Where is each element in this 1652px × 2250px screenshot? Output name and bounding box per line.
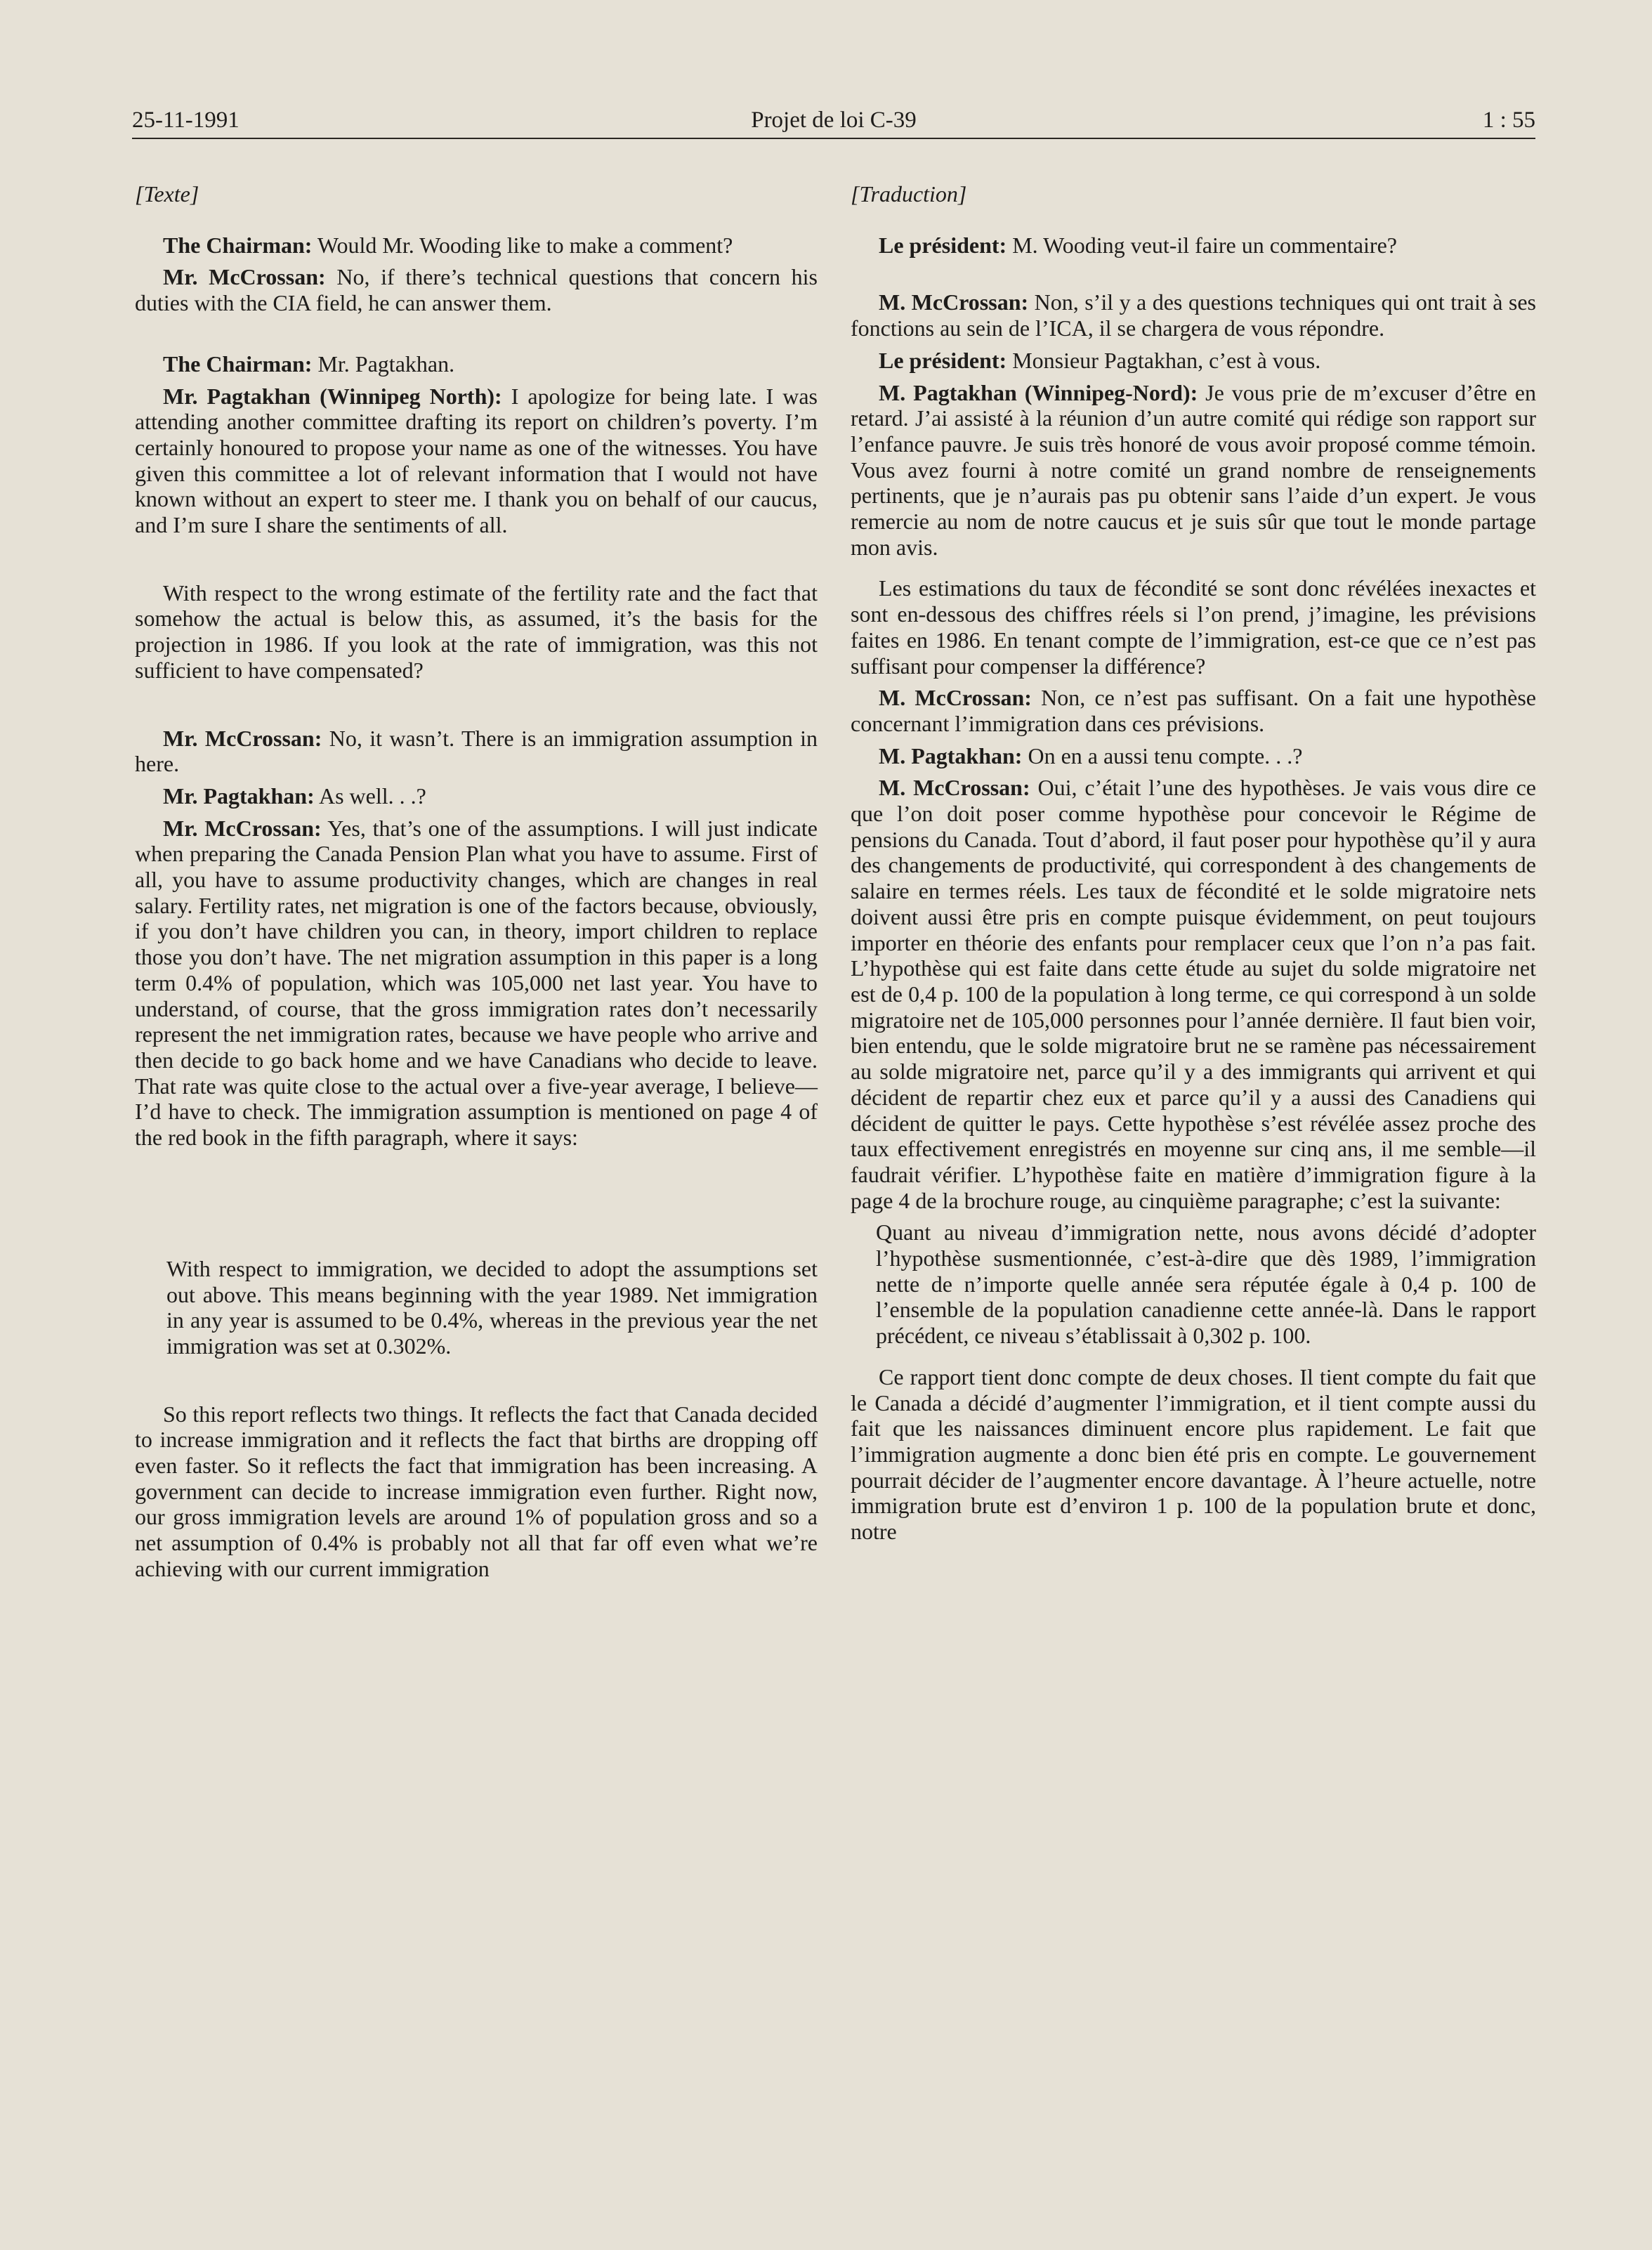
speaker-name: The Chairman:	[163, 232, 313, 258]
english-column	[135, 181, 818, 1582]
speaker-name: Le président:	[879, 232, 1007, 258]
paragraph: So this report reflects two things. It reflects the fact that Canada decided to increase immigration and it reflects the fact that births are dropping off even faster. So it reflects the fact that immigration has been increasing. A government can decide to increase immigration even further. Right now, our gross immigration levels are around 1% of population gross and so a net assumption of 0.4% is probably not all that far off even what we’re achieving with our current immigration	[135, 1401, 818, 1581]
speaker-name: M. McCrossan:	[879, 289, 1029, 315]
header-date: 25-11-1991	[132, 107, 240, 133]
paragraph: The Chairman: Mr. Pagtakhan.	[163, 351, 455, 377]
page-header	[132, 105, 1535, 139]
header-title: Projet de loi C-39	[751, 107, 917, 133]
paragraph: Le président: Monsieur Pagtakhan, c’est à vous.	[879, 347, 1321, 373]
paragraph: Les estimations du taux de fécondité se sont donc révélées inexactes et sont en-dessous des chiffres réels si l’on prend, j’imagine, les prévisions faites en 1986. En tenant compte de l’immigration, est-ce que ce n’est pas suffisant pour compenser la différence?	[851, 575, 1536, 679]
speaker-name: Le président:	[879, 347, 1007, 373]
language-tag: [Traduction]	[851, 181, 967, 207]
paragraph: Mr. Pagtakhan: As well. . .?	[163, 783, 426, 809]
paragraph: Mr. McCrossan: No, it wasn’t. There is an immigration assumption in here.	[135, 725, 818, 777]
speaker-name: Mr. McCrossan:	[163, 725, 322, 751]
paragraph: M. Pagtakhan: On en a aussi tenu compte. . .?	[879, 743, 1303, 768]
paragraph: Ce rapport tient donc compte de deux choses. Il tient compte du fait que le Canada a décidé d’augmenter l’immigration, et il tient compte aussi du fait que les naissances diminuent encore plus rapidement. Le fait que l’immigration augmente a donc bien été pris en compte. Le gouvernement pourrait décider de l’augmenter encore davantage. À l’heure actuelle, notre immigration brute est d’environ 1 p. 100 de la population brute et donc, notre	[851, 1363, 1536, 1545]
speaker-name: Mr. McCrossan:	[163, 815, 322, 841]
speaker-name: M. McCrossan:	[879, 775, 1030, 801]
paragraph: M. Pagtakhan (Winnipeg-Nord): Je vous prie de m’excuser d’être en retard. J’ai assisté à la réunion d’un autre comité qui rédige son rapport sur l’enfance pauvre. Je suis très honoré de vous avoir proposé comme témoin. Vous avez fourni à notre comité un grand nombre de renseignements pertinents, que je n’aurais pas pu obtenir sans l’aide d’un expert. Je vous remercie au nom de notre caucus et je suis sûr que tout le monde partage mon avis.	[851, 379, 1537, 560]
paragraph: Mr. Pagtakhan (Winnipeg North): I apologize for being late. I was attending another committee drafting its report on children’s poverty. I’m certainly honoured to propose your name as one of the witnesses. You have given this committee a lot of relevant information that I would not have known without an expert to steer me. I thank you on behalf of our caucus, and I’m sure I share the sentiments of all.	[135, 383, 818, 538]
header-page-number: 1 : 55	[1482, 107, 1535, 133]
speaker-name: The Chairman:	[163, 351, 313, 377]
language-tag: [Texte]	[135, 181, 199, 207]
french-column	[851, 181, 1536, 1545]
speaker-name: Mr. McCrossan:	[163, 264, 326, 290]
paragraph: Le président: M. Wooding veut-il faire un commentaire?	[879, 232, 1397, 258]
paragraph: Mr. McCrossan: Yes, that’s one of the assumptions. I will just indicate when preparing the Canada Pension Plan what you have to assume. First of all, you have to assume productivity changes, which are changes in real salary. Fertility rates, net migration is one of the factors because, obviously, if you don’t have children you can, in theory, import children to replace those you don’t have. The net migration assumption in this paper is a long term 0.4% of population, which was 105,000 net last year. You have to understand, of course, that the gross immigration rates don’t necessarily represent the net immigration rates, because we have people who arrive and then decide to go back home and we have Canadians who decide to leave. That rate was quite close to the actual over a five-year average, I believe—I’d have to check. The immigration assumption is mentioned on page 4 of the red book in the fifth paragraph, where it says:	[135, 815, 818, 1151]
paragraph: M. McCrossan: Oui, c’était l’une des hypothèses. Je vais vous dire ce que l’on doit poser comme hypothèse pour concevoir le Régime de pensions du Canada. Tout d’abord, il faut poser pour hypothèse qu’il y aura des changements de productivité, qui correspondent à des changements de salaire en termes réels. Les taux de fécondité et le solde migratoire nets doivent aussi être pris en compte puisque évidemment, on peut toujours importer en théorie des enfants pour remplacer ceux que l’on n’a pas fait. L’hypothèse qui est faite dans cette étude au sujet du solde migratoire net est de 0,4 p. 100 de la population à long terme, ce qui correspond à un solde migratoire net de 105,000 personnes pour l’année dernière. Il faut bien voir, bien entendu, que le solde migratoire brut ne se ramène pas nécessairement au solde migratoire net, parce qu’il y a des immigrants qui arrivent et qui décident de repartir chez eux et parce qu’il y a aussi des Canadiens qui décident de quitter le pays. Cette hypothèse s’est révélée assez proche des taux effectivement enregistrés en moyenne sur cinq ans, il me semble—il faudrait vérifier. L’hypothèse faite en matière d’immigration figure à la page 4 de la brochure rouge, au cinquième paragraphe; c’est la suivante:	[851, 775, 1537, 1213]
paragraph: M. McCrossan: Non, ce n’est pas suffisant. On a fait une hypothèse concernant l’immigration dans ces prévisions.	[851, 685, 1537, 736]
speaker-name: Mr. Pagtakhan:	[163, 783, 315, 809]
speaker-name: M. Pagtakhan (Winnipeg-Nord):	[879, 379, 1198, 405]
paragraph: The Chairman: Would Mr. Wooding like to make a comment?	[163, 232, 733, 258]
block-quote: Quant au niveau d’immigration nette, nous avons décidé d’adopter l’hypothèse susmentionnée, c’est-à-dire que dès 1989, l’immigration nette de n’importe quelle année sera réputée égale à 0,4 p. 100 de l’ensemble de la population canadienne cette année-là. Dans le rapport précédent, ce niveau s’établissait à 0,302 p. 100.	[876, 1219, 1536, 1349]
paragraph: Mr. McCrossan: No, if there’s technical questions that concern his duties with the CIA field, he can answer them.	[135, 264, 818, 316]
speaker-name: M. McCrossan:	[879, 685, 1032, 711]
paragraph: With respect to the wrong estimate of the fertility rate and the fact that somehow the actual is below this, as assumed, it’s the basis for the projection in 1986. If you look at the rate of immigration, was this not sufficient to have compensated?	[135, 580, 818, 683]
block-quote: With respect to immigration, we decided to adopt the assumptions set out above. This means beginning with the year 1989. Net immigration in any year is assumed to be 0.4%, whereas in the previous year the net immigration was set at 0.302%.	[166, 1255, 818, 1359]
paragraph: M. McCrossan: Non, s’il y a des questions techniques qui ont trait à ses fonctions au sein de l’ICA, il se chargera de vous répondre.	[851, 289, 1537, 341]
speaker-name: Mr. Pagtakhan (Winnipeg North):	[163, 383, 502, 409]
speaker-name: M. Pagtakhan:	[879, 743, 1023, 768]
